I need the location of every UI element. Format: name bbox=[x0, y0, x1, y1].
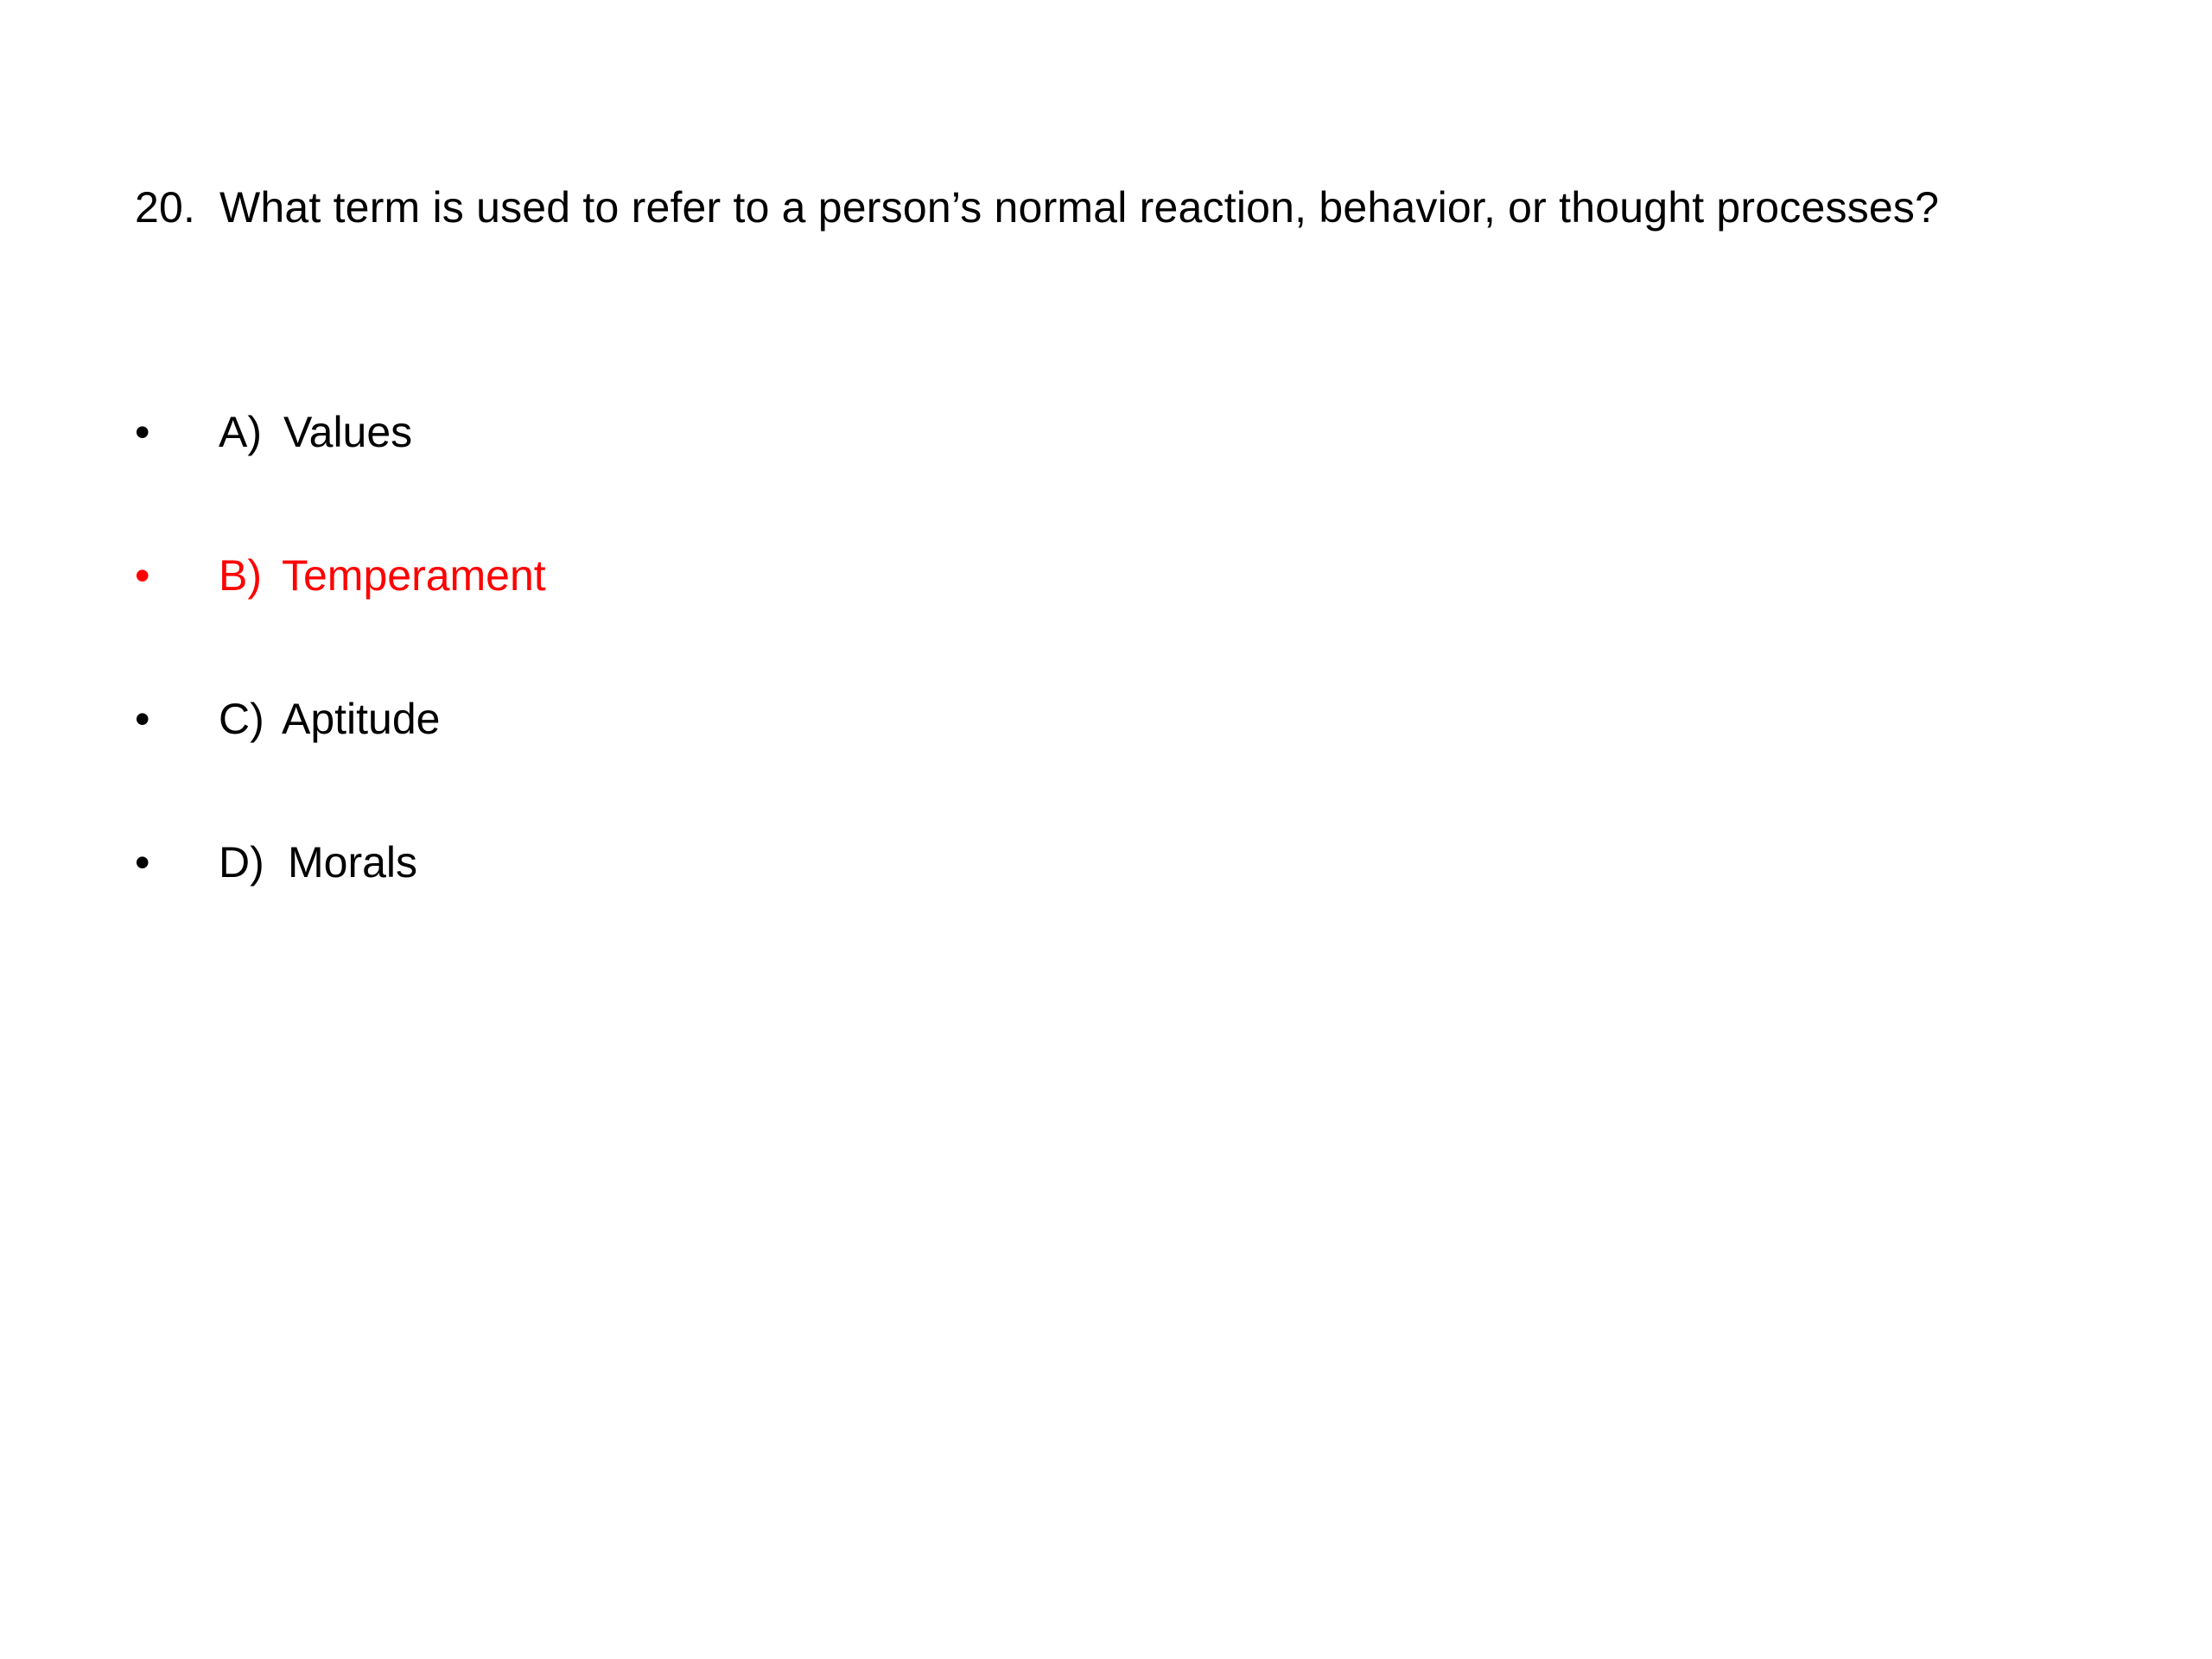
question-number: 20. bbox=[135, 183, 196, 232]
bullet-icon: • bbox=[135, 408, 150, 456]
question-text bbox=[135, 177, 1939, 238]
option-letter: A) bbox=[219, 408, 262, 456]
option-letter: C) bbox=[219, 695, 264, 743]
option-text: Aptitude bbox=[282, 695, 441, 743]
bullet-icon: • bbox=[135, 551, 150, 600]
bullet-icon: • bbox=[135, 838, 150, 887]
option-letter: D) bbox=[219, 838, 264, 887]
option-text: Temperament bbox=[282, 551, 546, 600]
bullet-icon: • bbox=[135, 695, 150, 743]
option-text: Values bbox=[283, 408, 413, 456]
question-body: What term is used to refer to a person’s normal reaction, behavior, or thought processes? bbox=[219, 183, 1940, 232]
option-letter: B) bbox=[219, 551, 262, 600]
option-text: Morals bbox=[288, 838, 418, 887]
